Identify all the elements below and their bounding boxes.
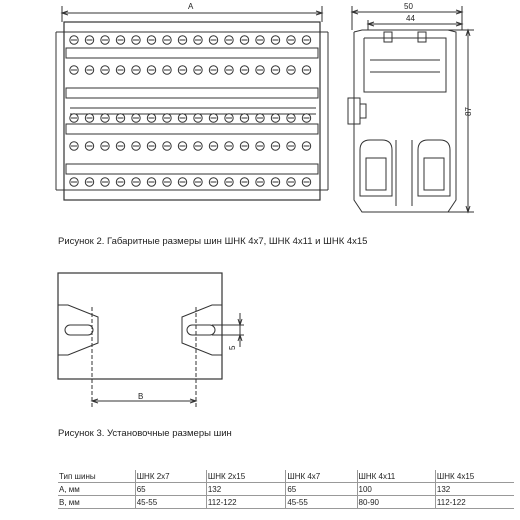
mounting-drawing: [0, 265, 520, 415]
busbar-dimensions-table: [58, 470, 514, 509]
table-cell: ШНК 2х7: [135, 470, 206, 483]
table-cell: Тип шины: [58, 470, 135, 483]
table-row: [58, 496, 514, 509]
dimension-b-label: B: [138, 392, 144, 401]
table-cell: ШНК 4х7: [286, 470, 357, 483]
table-cell: А, мм: [58, 483, 135, 496]
dimension-a-label: A: [188, 2, 194, 11]
table-cell: 45-55: [286, 496, 357, 509]
busbar-side-view-drawing: [340, 0, 520, 230]
table-cell: В, мм: [58, 496, 135, 509]
table-cell: 100: [357, 483, 435, 496]
dimension-44-label: 44: [406, 14, 415, 23]
dimension-87-label: 87: [464, 107, 473, 116]
figure2-caption: Рисунок 2. Габаритные размеры шин ШНК 4х7, ШНК 4х11 и ШНК 4х15: [58, 236, 368, 247]
dimension-5-label: 5: [228, 345, 237, 350]
table-cell: ШНК 4х15: [435, 470, 514, 483]
table-cell: 45-55: [135, 496, 206, 509]
table-cell: 80-90: [357, 496, 435, 509]
table-cell: 132: [206, 483, 286, 496]
table-cell: 65: [135, 483, 206, 496]
table-cell: 132: [435, 483, 514, 496]
table-cell: ШНК 4х11: [357, 470, 435, 483]
table-cell: 112-122: [206, 496, 286, 509]
table-header-row: [58, 470, 514, 483]
dimension-50-label: 50: [404, 2, 413, 11]
table-cell: 65: [286, 483, 357, 496]
table-row: [58, 483, 514, 496]
table-cell: 112-122: [435, 496, 514, 509]
table-cell: ШНК 2х15: [206, 470, 286, 483]
figure3-caption: Рисунок 3. Установочные размеры шин: [58, 428, 232, 439]
